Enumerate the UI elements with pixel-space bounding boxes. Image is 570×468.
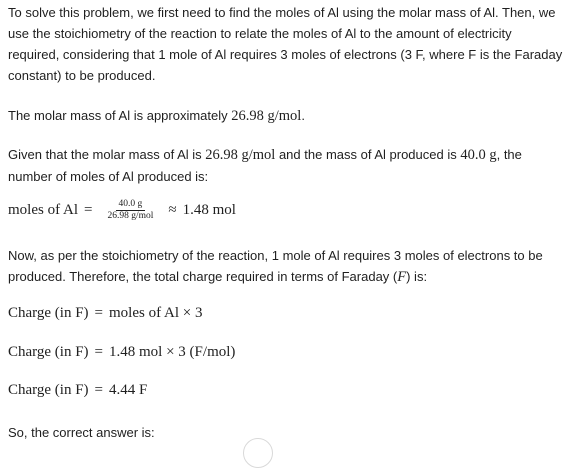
molar-mass-paragraph bbox=[8, 105, 564, 127]
given-text-b: and the mass of Al produced is bbox=[275, 147, 461, 162]
stoich-text-b: ) is: bbox=[406, 269, 428, 284]
molar-mass-text: The molar mass of Al is approximately bbox=[8, 108, 232, 123]
intro-paragraph: To solve this problem, we first need to find the moles of Al using the molar mass of Al. Then, we use the stoichiometry of the reaction to relate the moles of Al to the amount of electricity required, considering that 1 mole of Al requires 3 moles of electrons (3 F, where F is the Faraday constant) to be produced. bbox=[8, 5, 563, 83]
moles-eq-equals: = bbox=[84, 202, 93, 218]
charge-eq2-rhs: 1.48 mol × 3 (F/mol) bbox=[109, 344, 236, 360]
given-mass: 40.0 g bbox=[460, 147, 497, 163]
molar-mass-end: . bbox=[301, 108, 305, 123]
charge-eq1-lhs: Charge (in F) bbox=[8, 305, 89, 321]
charge-eq2-lhs: Charge (in F) bbox=[8, 344, 89, 360]
charge-eq1-equals: = bbox=[94, 305, 104, 321]
charge-eq3-lhs: Charge (in F) bbox=[8, 382, 89, 398]
fraction-numerator: 40.0 g bbox=[116, 199, 146, 211]
fraction-denominator: 26.98 g/mol bbox=[107, 211, 154, 221]
charge-eq3-rhs: 4.44 F bbox=[109, 382, 148, 398]
conclusion-paragraph: So, the correct answer is: bbox=[8, 425, 155, 440]
molar-mass-value: 26.98 g/mol bbox=[231, 108, 302, 124]
moles-fraction bbox=[104, 199, 156, 222]
given-text-a: Given that the molar mass of Al is bbox=[8, 147, 206, 162]
moles-equation bbox=[8, 199, 236, 222]
charge-equation-3 bbox=[8, 382, 147, 399]
charge-eq1-rhs: moles of Al × 3 bbox=[109, 305, 203, 321]
moles-eq-approx: ≈ bbox=[168, 202, 177, 218]
moles-eq-lhs: moles of Al bbox=[8, 202, 78, 218]
charge-equation-2 bbox=[8, 344, 235, 361]
stoichiometry-paragraph bbox=[8, 245, 564, 288]
given-paragraph bbox=[8, 144, 564, 187]
scroll-down-button[interactable] bbox=[243, 438, 273, 468]
charge-eq3-equals: = bbox=[94, 382, 104, 398]
given-text-c: , the number of moles of Al produced is: bbox=[8, 147, 522, 184]
charge-equation-1 bbox=[8, 305, 202, 322]
stoich-text-a: Now, as per the stoichiometry of the reaction, 1 mole of Al requires 3 moles of electrons to be produced. Therefore, the total charge required in terms of Faraday ( bbox=[8, 248, 543, 284]
moles-eq-rhs: 1.48 mol bbox=[182, 202, 236, 218]
faraday-symbol: F bbox=[397, 269, 407, 285]
given-molar-mass: 26.98 g/mol bbox=[205, 147, 276, 163]
charge-eq2-equals: = bbox=[94, 344, 104, 360]
